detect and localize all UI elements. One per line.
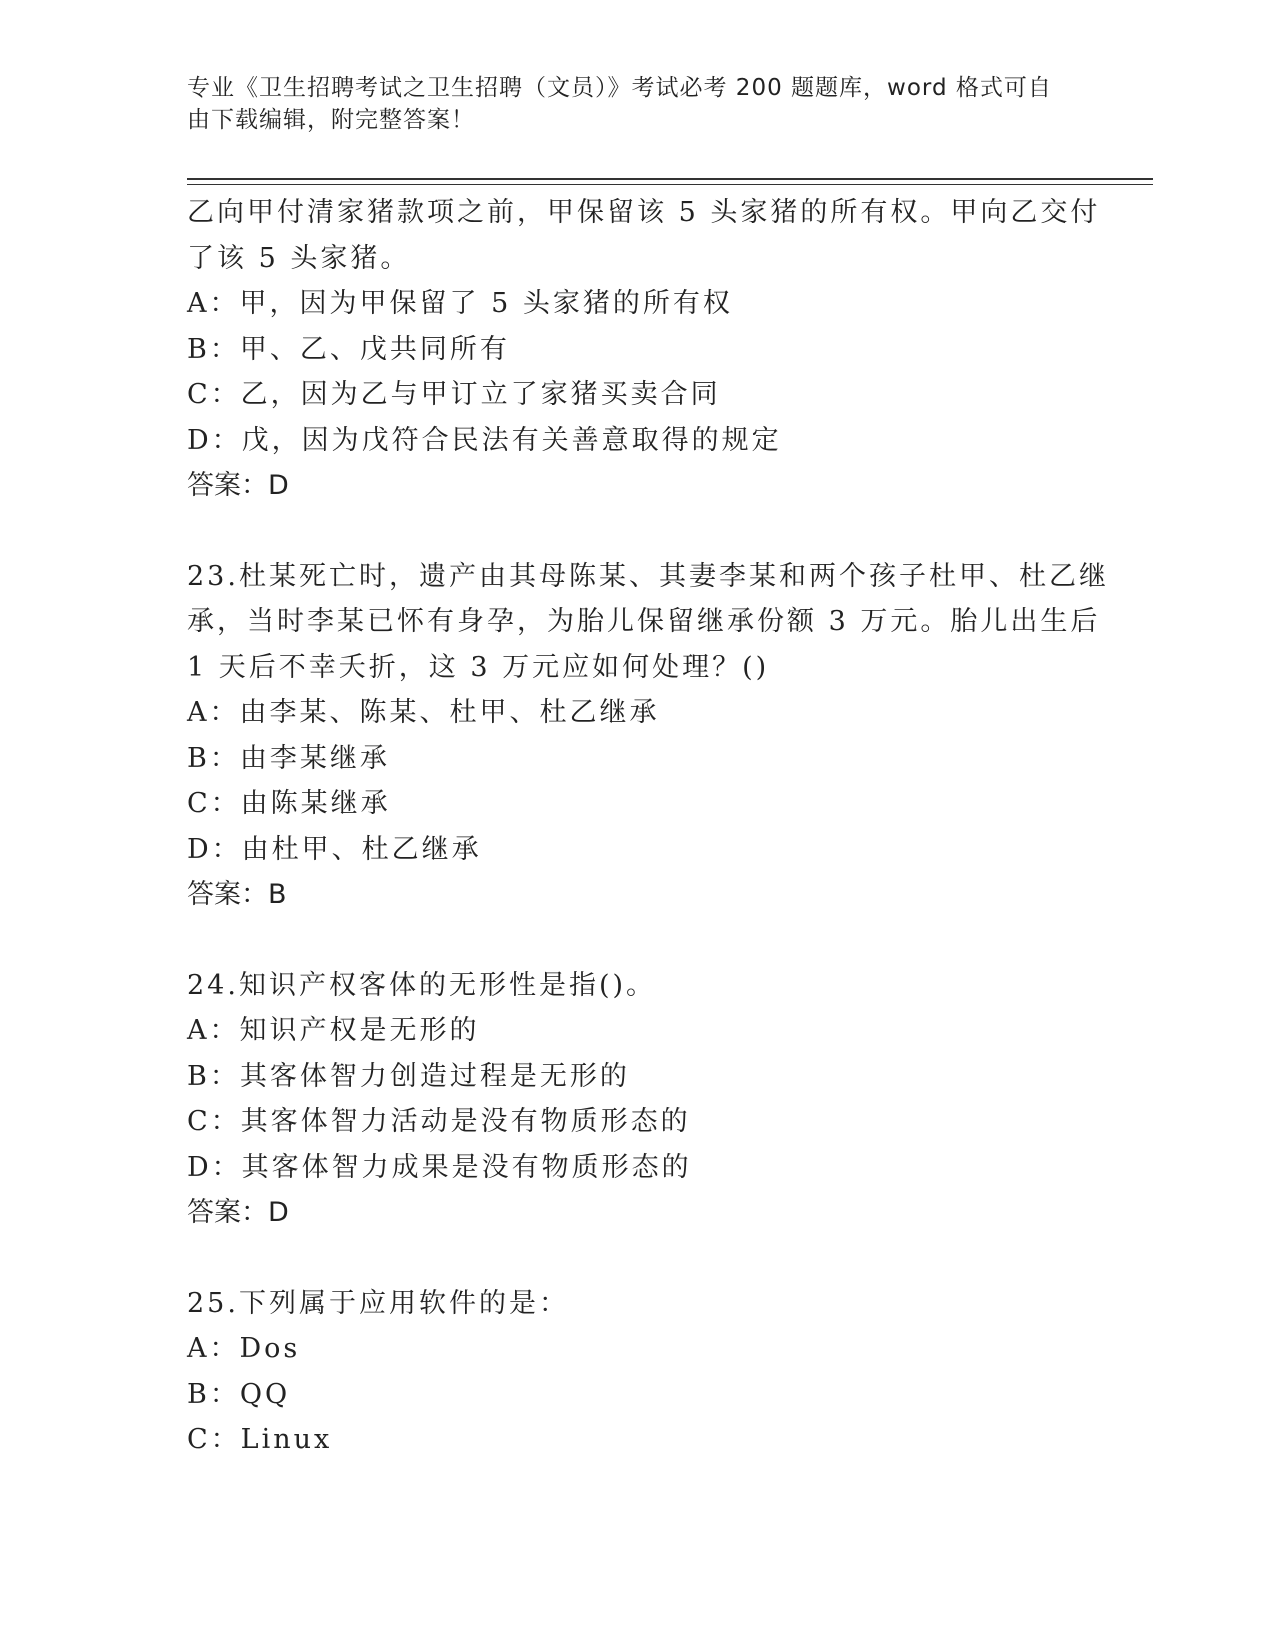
question-stem-line: 1 天后不幸夭折，这 3 万元应如何处理？() bbox=[187, 651, 770, 683]
option-a: A：Dos bbox=[187, 1333, 301, 1364]
option-b: B：QQ bbox=[187, 1378, 291, 1410]
option-d: D：戊，因为戊符合民法有关善意取得的规定 bbox=[187, 424, 782, 456]
header-line-1: 专业《卫生招聘考试之卫生招聘（文员）》考试必考 200 题题库，word 格式可自 bbox=[187, 75, 1052, 101]
question-continued bbox=[187, 190, 1101, 509]
option-d: D：其客体智力成果是没有物质形态的 bbox=[187, 1151, 692, 1183]
question-stem-line: 承，当时李某已怀有身孕，为胎儿保留继承份额 3 万元。胎儿出生后 bbox=[187, 606, 1101, 637]
option-b: B：由李某继承 bbox=[187, 742, 390, 774]
option-c: C：Linux bbox=[187, 1424, 333, 1455]
header-divider-thin bbox=[187, 184, 1153, 185]
document-body bbox=[187, 190, 1109, 1463]
question-stem-line: 24.知识产权客体的无形性是指()。 bbox=[187, 969, 657, 1001]
option-a: A：甲，因为甲保留了 5 头家猪的所有权 bbox=[187, 288, 733, 319]
question-24 bbox=[187, 963, 1087, 1236]
option-a: A：由李某、陈某、杜甲、杜乙继承 bbox=[187, 697, 660, 728]
option-d: D：由杜甲、杜乙继承 bbox=[187, 833, 482, 865]
option-c: C：乙，因为乙与甲订立了家猪买卖合同 bbox=[187, 379, 721, 410]
question-stem-line: 了该 5 头家猪。 bbox=[187, 242, 411, 274]
question-23 bbox=[187, 554, 1109, 918]
option-a: A：知识产权是无形的 bbox=[187, 1015, 480, 1046]
question-25 bbox=[187, 1281, 1087, 1463]
option-b: B：甲、乙、戊共同所有 bbox=[187, 333, 510, 365]
answer-line: 答案：D bbox=[187, 470, 289, 501]
option-c: C：其客体智力活动是没有物质形态的 bbox=[187, 1106, 691, 1137]
option-b: B：其客体智力创造过程是无形的 bbox=[187, 1060, 630, 1092]
question-stem-line: 25.下列属于应用软件的是： bbox=[187, 1287, 569, 1319]
question-stem-line: 23.杜某死亡时，遗产由其母陈某、其妻李某和两个孩子杜甲、杜乙继 bbox=[187, 560, 1109, 592]
answer-line: 答案：B bbox=[187, 879, 287, 910]
answer-line: 答案：D bbox=[187, 1197, 289, 1228]
question-stem-line: 乙向甲付清家猪款项之前，甲保留该 5 头家猪的所有权。甲向乙交付 bbox=[187, 197, 1101, 228]
option-c: C：由陈某继承 bbox=[187, 788, 391, 819]
header-line-2: 由下载编辑，附完整答案！ bbox=[187, 107, 475, 133]
header-divider-thick bbox=[187, 178, 1153, 180]
document-header bbox=[187, 72, 1067, 136]
